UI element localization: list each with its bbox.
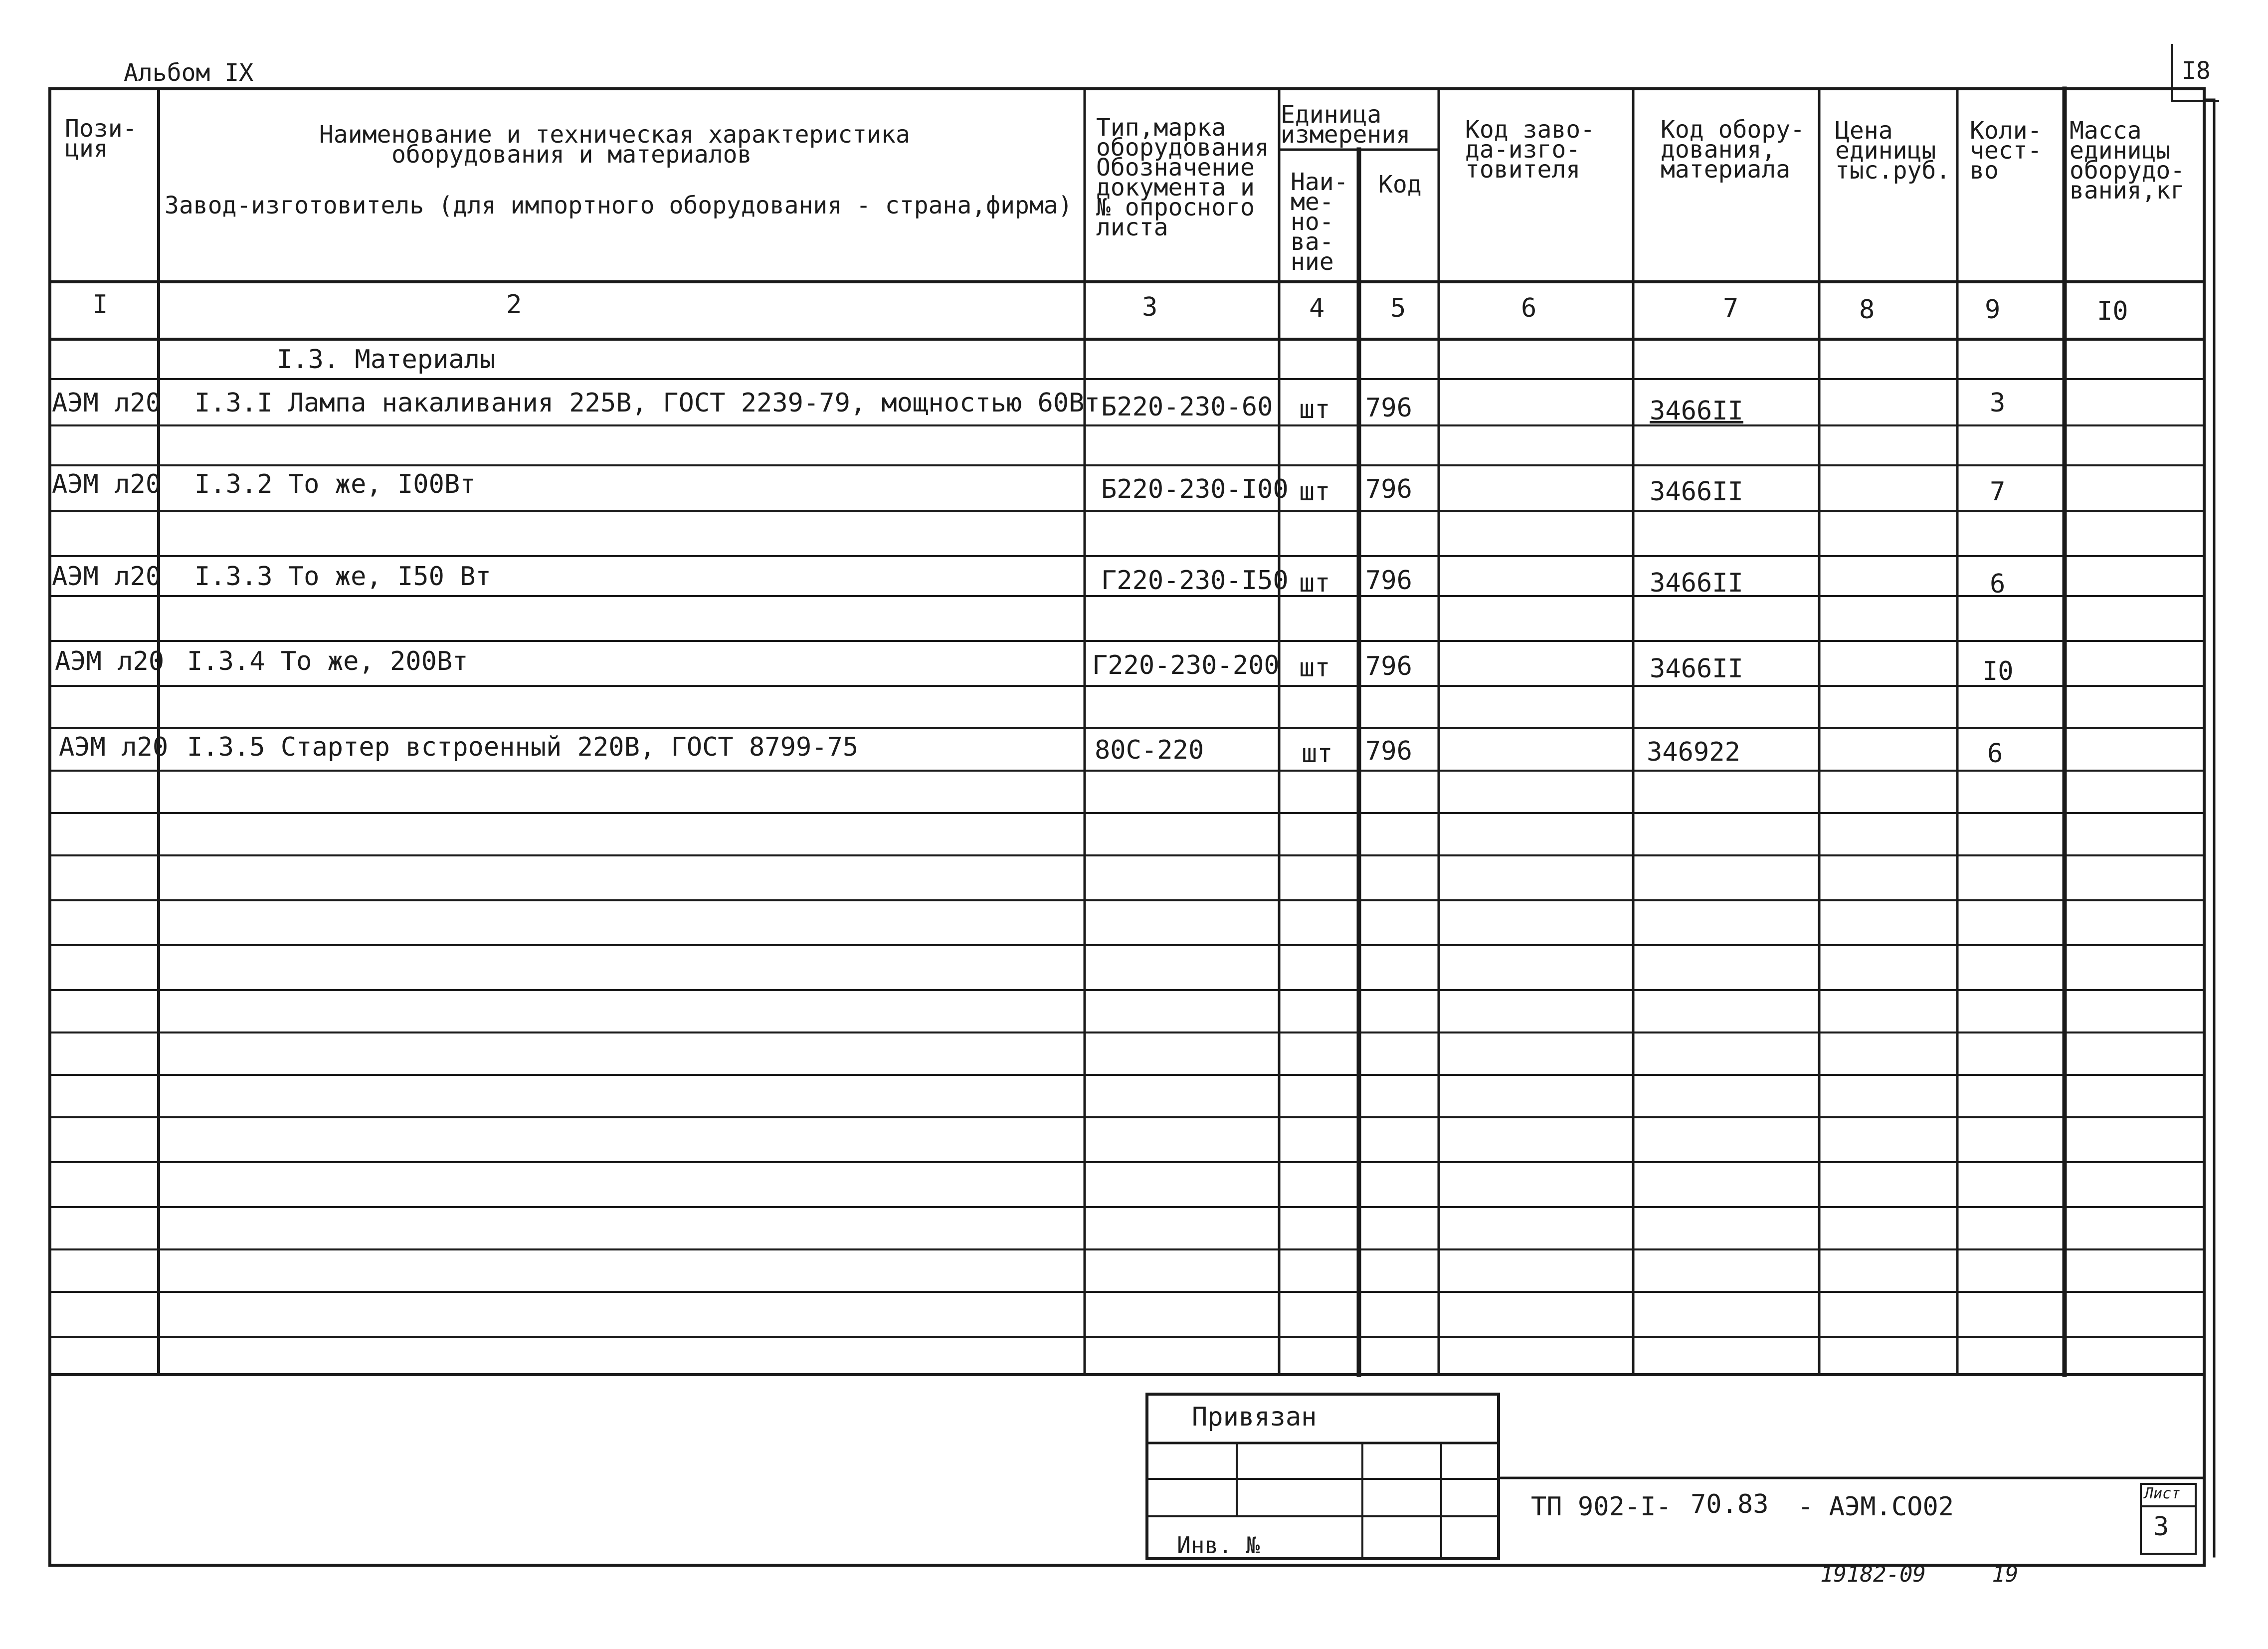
row-type: Г220-230-I50 [1101, 566, 1289, 596]
header-factory-code: Код заво- да-изго- товителя [1465, 116, 1595, 184]
row-type: Г220-230-200 [1092, 650, 1280, 680]
row-unit-code: 796 [1365, 651, 1412, 681]
section-title: I.3. Материалы [277, 345, 496, 375]
row-material-code: 3466II [1650, 568, 1743, 598]
row-material-code: 3466II [1650, 477, 1743, 507]
row-name: I.3.4 То же, 200Вт [187, 646, 468, 676]
row-quantity: I0 [1982, 656, 2014, 686]
row-quantity: 6 [1987, 739, 2003, 769]
header-unit-group: Единица измерения [1281, 101, 1411, 149]
row-unit-code: 796 [1365, 474, 1412, 504]
row-position: АЭМ л20 [52, 562, 162, 592]
header-unit-code: Код [1378, 171, 1422, 199]
stamp-attached-label: Привязан [1192, 1402, 1317, 1432]
header-material-code: Код обору- дования, материала [1661, 116, 1805, 184]
row-unit: шт [1299, 395, 1330, 424]
row-unit-code: 796 [1365, 393, 1412, 423]
row-material-code: 3466II [1650, 654, 1743, 684]
row-name: I.3.3 То же, I50 Вт [194, 562, 491, 592]
row-unit: шт [1299, 653, 1330, 683]
header-price: Цена единицы тыс.руб. [1835, 117, 1951, 185]
column-number-1: I [92, 290, 108, 320]
row-position: АЭМ л20 [52, 388, 162, 418]
sheet-number: 3 [2153, 1512, 2169, 1542]
header-quantity: Коли- чест- во [1970, 117, 2042, 185]
row-unit: шт [1302, 739, 1333, 769]
row-name: I.3.5 Стартер встроенный 220В, ГОСТ 8799-75 [187, 732, 859, 762]
doc-code-part3: - АЭМ.СО02 [1798, 1492, 1954, 1522]
header-position: Пози- ция [65, 115, 137, 163]
footer-stamp: 19182-09 19 [1820, 1562, 2019, 1587]
row-position: АЭМ л20 [55, 646, 165, 676]
row-type: Б220-230-I00 [1101, 474, 1289, 504]
header-name-line2: оборудования и материалов [391, 141, 752, 169]
row-position: АЭМ л20 [52, 469, 162, 499]
header-name-line1: Наименование и техническая характеристика [319, 121, 910, 149]
row-type: Б220-230-60 [1101, 392, 1273, 422]
header-mass: Масса единицы оборудо- вания,кг [2070, 117, 2185, 205]
column-number-5: 5 [1390, 293, 1406, 323]
header-type: Тип,марка оборудования Обозначение документа и № опросного листа [1096, 114, 1269, 241]
column-number-6: 6 [1521, 293, 1537, 323]
row-name: I.3.I Лампа накаливания 225В, ГОСТ 2239-79, мощностью 60Вт [194, 388, 1100, 418]
row-type: 80С-220 [1095, 735, 1204, 765]
album-title: Альбом IX [124, 59, 254, 87]
column-number-7: 7 [1723, 293, 1739, 323]
row-quantity: 7 [1990, 477, 2006, 507]
column-number-10: I0 [2097, 296, 2128, 326]
doc-code-part2: 70.83 [1691, 1489, 1769, 1519]
column-number-8: 8 [1859, 295, 1875, 325]
row-unit-code: 796 [1365, 566, 1412, 596]
row-position: АЭМ л20 [59, 732, 169, 762]
header-manufacturer: Завод-изготовитель (для импортного оборудования - страна,фирма) [165, 192, 1073, 219]
row-unit: шт [1299, 568, 1330, 598]
row-material-code: 346922 [1647, 737, 1740, 767]
doc-code-part1: ТП 902-I- [1531, 1492, 1672, 1522]
row-unit-code: 796 [1365, 736, 1412, 766]
row-name: I.3.2 То же, I00Вт [194, 469, 476, 499]
column-number-2: 2 [506, 290, 522, 320]
sheet-label: Лист [2144, 1485, 2181, 1502]
column-number-3: 3 [1142, 292, 1158, 322]
row-unit: шт [1299, 477, 1330, 507]
column-number-4: 4 [1309, 293, 1325, 323]
row-material-code: 3466II [1650, 396, 1743, 426]
row-quantity: 6 [1990, 569, 2006, 599]
stamp-inventory-label: Инв. № [1177, 1532, 1260, 1559]
row-quantity: 3 [1990, 388, 2006, 418]
header-unit-name: Наи- ме- но- ва- ние [1291, 168, 1348, 276]
page-corner-number: I8 [2182, 57, 2211, 85]
column-number-9: 9 [1985, 295, 2001, 325]
